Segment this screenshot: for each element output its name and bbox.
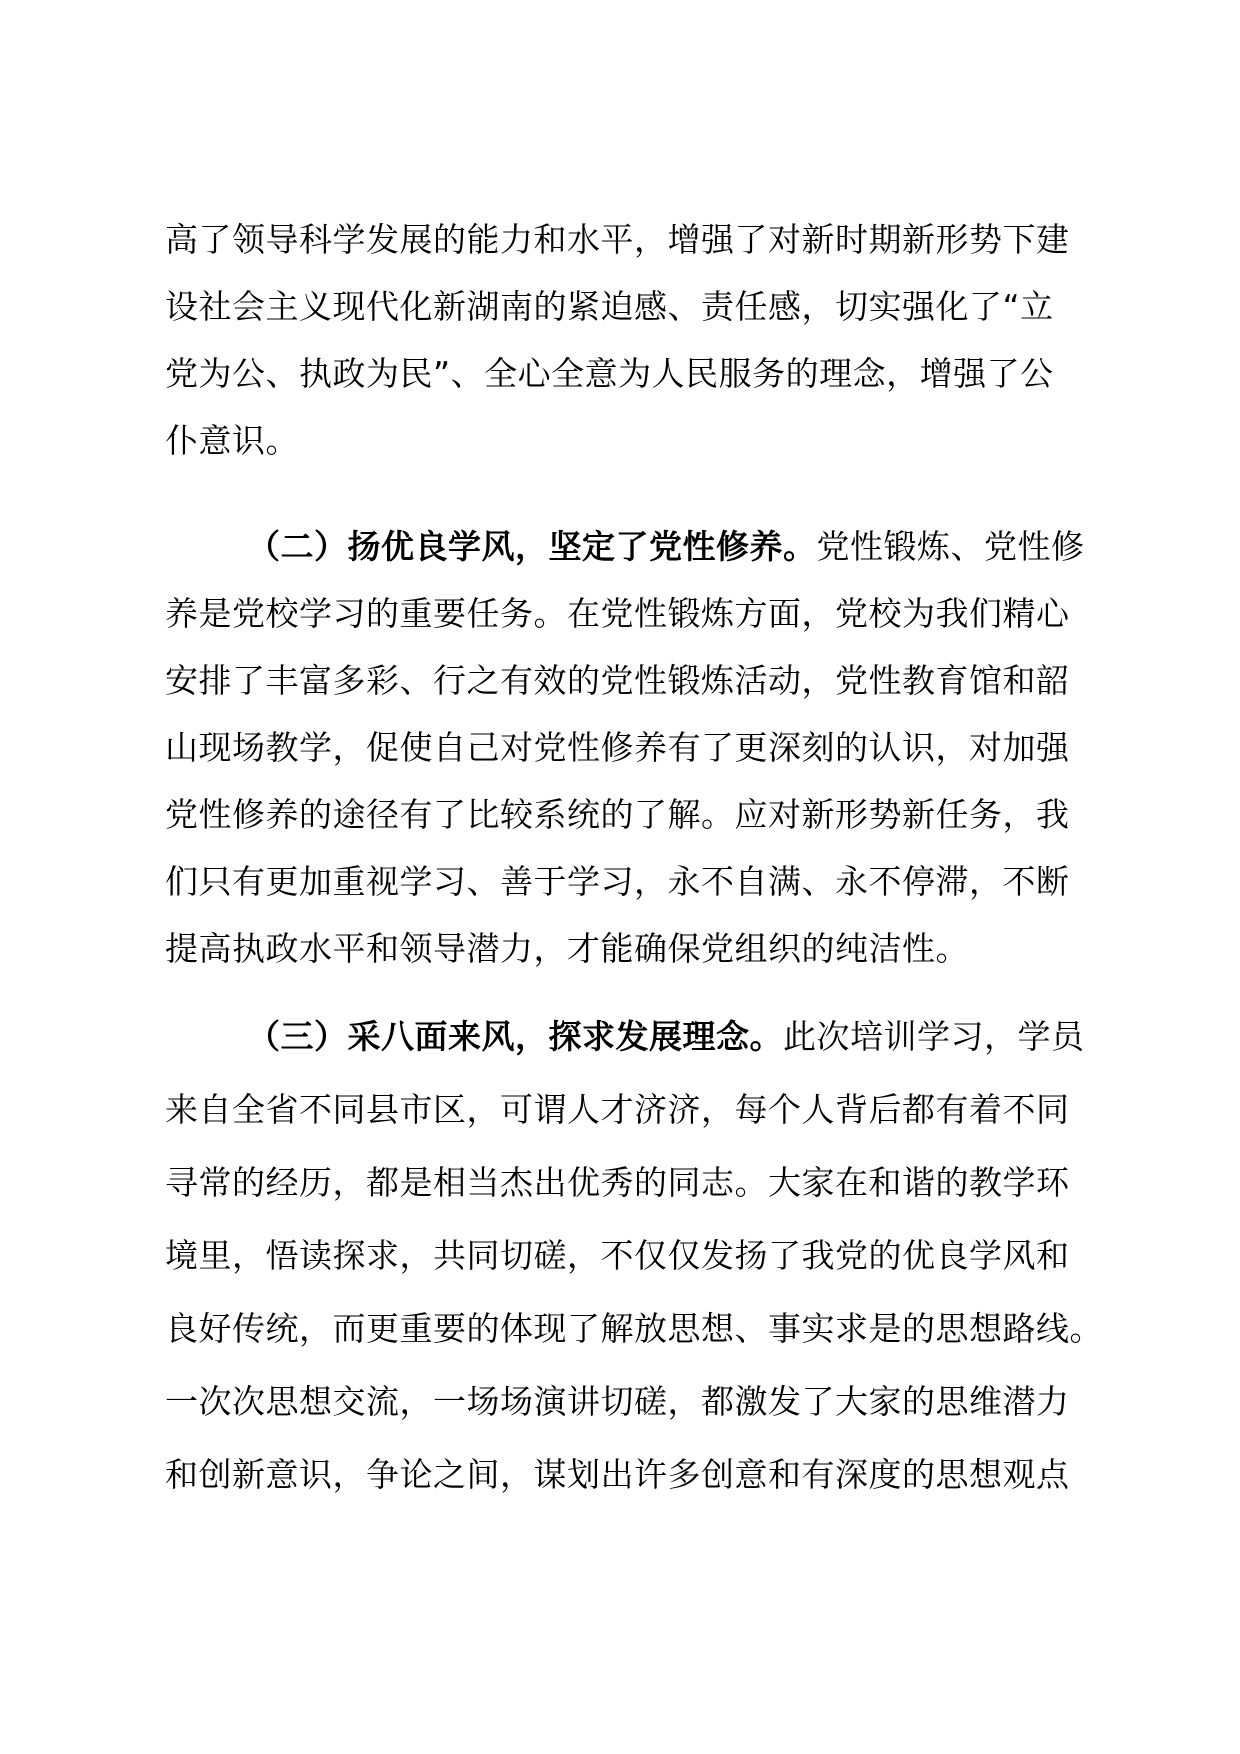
section-3-first-line <box>247 1015 1085 1059</box>
paragraph-line: 良好传统，而更重要的体现了解放思想、事实求是的思想路线。 <box>165 1309 1103 1348</box>
section-2-heading: （二）扬优良学风，坚定了党性修养。 <box>247 527 817 566</box>
paragraph-line: 们只有更加重视学习、善于学习，永不自满、永不停滞，不断 <box>165 862 1070 901</box>
paragraph-line: 山现场教学，促使自己对党性修养有了更深刻的认识，对加强 <box>165 728 1070 767</box>
paragraph-line: 提高执政水平和领导潜力，才能确保党组织的纯洁性。 <box>165 929 969 968</box>
paragraph-line: 寻常的经历，都是相当杰出优秀的同志。大家在和谐的教学环 <box>165 1163 1070 1202</box>
paragraph-line: 境里，悟读探求，共同切磋，不仅仅发扬了我党的优良学风和 <box>165 1236 1070 1275</box>
paragraph-line: 设社会主义现代化新湖南的紧迫感、责任感，切实强化了“立 <box>165 287 1054 326</box>
paragraph-line: 来自全省不同县市区，可谓人才济济，每个人背后都有着不同 <box>165 1090 1070 1129</box>
section-3-first-line-text: 此次培训学习，学员 <box>783 1017 1085 1056</box>
section-2-first-line <box>247 525 1085 569</box>
paragraph-line: 党为公、执政为民”、全心全意为人民服务的理念，增强了公 <box>165 354 1054 393</box>
section-3-heading: （三）采八面来风，探求发展理念。 <box>247 1017 783 1056</box>
paragraph-line: 仆意识。 <box>165 421 299 460</box>
paragraph-line: 安排了丰富多彩、行之有效的党性锻炼活动，党性教育馆和韶 <box>165 661 1070 700</box>
paragraph-line: 高了领导科学发展的能力和水平，增强了对新时期新形势下建 <box>165 220 1070 259</box>
section-2-first-line-text: 党性锻炼、党性修 <box>816 527 1085 566</box>
paragraph-line: 和创新意识，争论之间，谋划出许多创意和有深度的思想观点 <box>165 1455 1070 1494</box>
paragraph-line: 养是党校学习的重要任务。在党性锻炼方面，党校为我们精心 <box>165 594 1070 633</box>
paragraph-line: 党性修养的途径有了比较系统的了解。应对新形势新任务，我 <box>165 795 1070 834</box>
paragraph-line: 一次次思想交流，一场场演讲切磋，都激发了大家的思维潜力 <box>165 1382 1070 1421</box>
